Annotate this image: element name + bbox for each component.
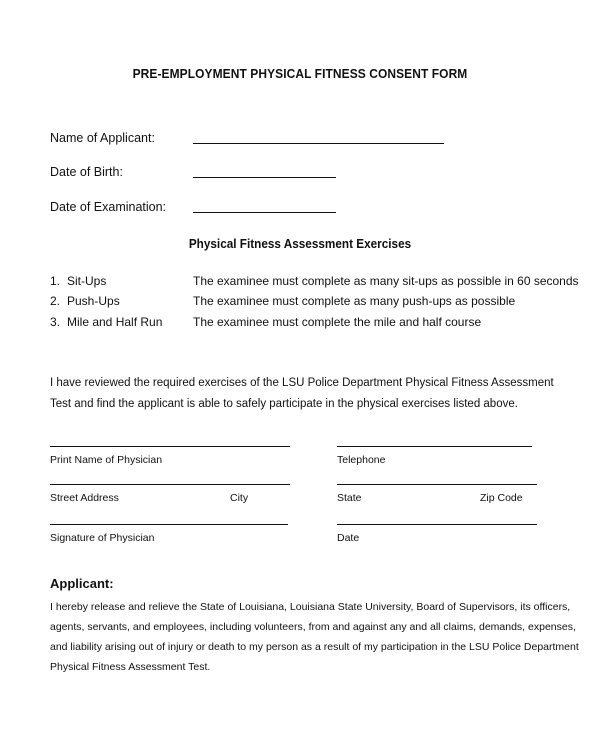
exercise-number: 1.: [50, 274, 61, 288]
signature-of-physician-line[interactable]: [50, 524, 288, 525]
release-line: and liability arising out of injury or death to my person as a result of my participation in the LSU Police Department: [50, 641, 579, 653]
date-of-birth-line[interactable]: [193, 177, 336, 178]
release-line: Physical Fitness Assessment Test.: [50, 661, 211, 673]
exercise-description: The examinee must complete as many sit-ups as possible in 60 seconds: [193, 274, 579, 288]
exercise-description: The examinee must complete as many push-ups as possible: [193, 294, 516, 308]
date-label: Date: [337, 532, 360, 544]
exercises-heading: Physical Fitness Assessment Exercises: [188, 237, 412, 251]
physician-statement: [50, 373, 570, 415]
physician-statement-line: I have reviewed the required exercises of the LSU Police Department Physical Fitness Assessment: [50, 377, 554, 389]
physician-statement-line: Test and find the applicant is able to safely participate in the physical exercises listed above.: [50, 398, 518, 410]
state-zip-line[interactable]: [337, 484, 537, 485]
applicant-heading: Applicant:: [50, 576, 114, 591]
street-address-label: Street Address: [50, 492, 119, 504]
exercise-name: Mile and Half Run: [67, 315, 163, 329]
date-of-examination-label: Date of Examination:: [50, 200, 167, 214]
release-statement: [50, 597, 579, 677]
state-label: State: [337, 492, 362, 504]
date-of-examination-line[interactable]: [193, 212, 336, 213]
exercise-number: 3.: [50, 315, 61, 329]
release-line: I hereby release and relieve the State of Louisiana, Louisiana State University, Board of Supervisors, its officers,: [50, 601, 571, 613]
date-of-birth-label: Date of Birth:: [50, 165, 123, 179]
form-title: PRE-EMPLOYMENT PHYSICAL FITNESS CONSENT FORM: [132, 66, 468, 81]
name-of-applicant-label: Name of Applicant:: [50, 131, 155, 145]
release-line: agents, servants, and employees, including volunteers, from and against any and all claims, demands, expenses,: [50, 621, 576, 633]
zip-code-label: Zip Code: [480, 492, 523, 504]
exercise-number: 2.: [50, 294, 61, 308]
signature-of-physician-label: Signature of Physician: [50, 532, 155, 544]
exercise-name: Push-Ups: [67, 294, 120, 308]
exercise-description: The examinee must complete the mile and half course: [193, 315, 482, 329]
print-name-of-physician-label: Print Name of Physician: [50, 454, 163, 466]
telephone-line[interactable]: [337, 446, 532, 447]
print-name-of-physician-line[interactable]: [50, 446, 290, 447]
name-of-applicant-line[interactable]: [193, 143, 444, 144]
exercise-name: Sit-Ups: [67, 274, 107, 288]
telephone-label: Telephone: [337, 454, 386, 466]
city-label: City: [230, 492, 249, 504]
date-line[interactable]: [337, 524, 537, 525]
street-address-city-line[interactable]: [50, 484, 290, 485]
